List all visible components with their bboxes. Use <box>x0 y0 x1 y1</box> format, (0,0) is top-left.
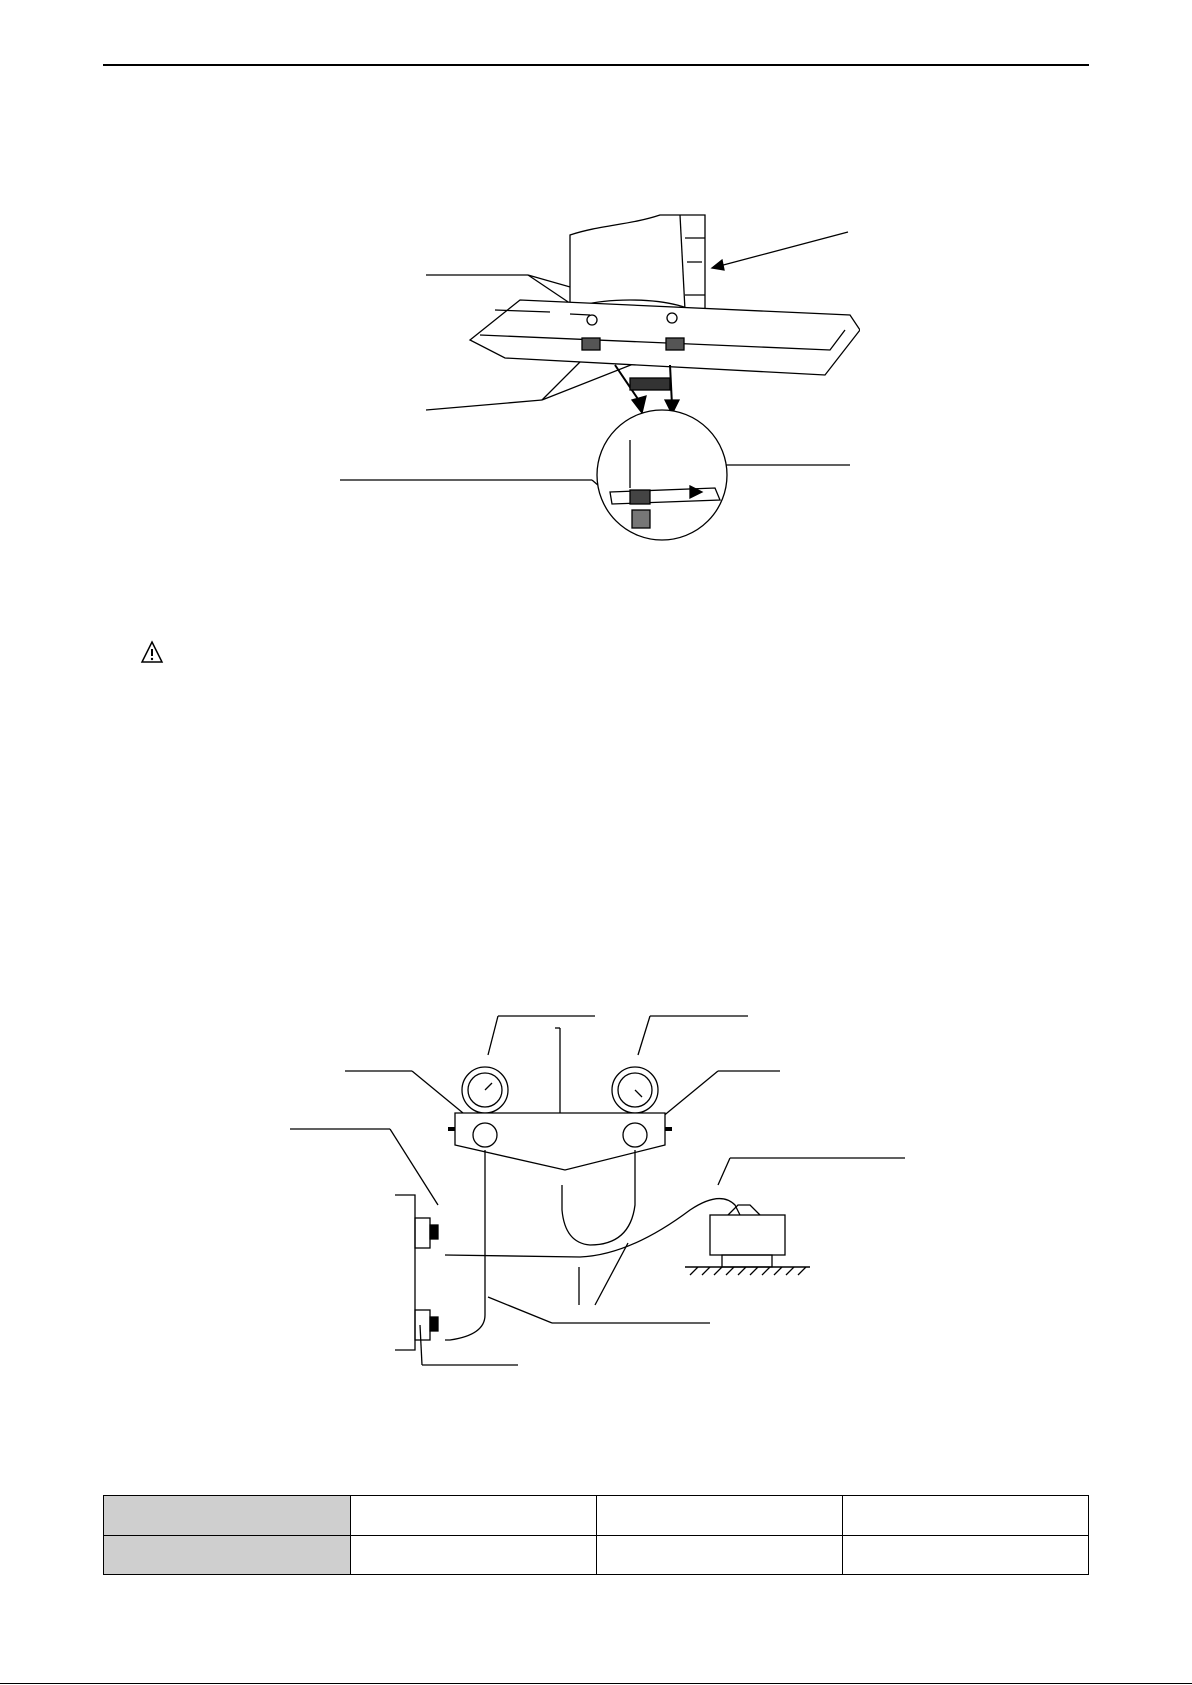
callout-line-compressor <box>712 232 848 268</box>
arrowhead <box>712 260 724 270</box>
warning-triangle-icon <box>140 640 164 664</box>
leader-gas-valve <box>390 1129 438 1205</box>
compressor-mount-figure <box>330 200 860 560</box>
low-hose <box>445 1150 485 1340</box>
ground-hatch <box>690 1267 806 1275</box>
vacuum-pump-body <box>710 1215 785 1255</box>
leader-vacuum-pump <box>718 1158 730 1185</box>
header-rule <box>103 64 1089 66</box>
high-side-valve <box>623 1123 647 1147</box>
table-cell <box>843 1535 1089 1575</box>
table-cell <box>351 1535 597 1575</box>
table-cell <box>597 1496 843 1536</box>
leader-liquid-valve <box>420 1325 422 1365</box>
detail-nut <box>630 490 650 504</box>
low-side-valve <box>473 1123 497 1147</box>
grommet-right <box>666 338 684 350</box>
table-cell <box>597 1535 843 1575</box>
detail-grommet <box>632 510 650 528</box>
spec-table <box>103 1495 1089 1575</box>
gauge-manifold-figure <box>270 1005 910 1390</box>
table-cell <box>843 1496 1089 1536</box>
grommet-left <box>582 338 600 350</box>
unit-panel <box>395 1195 415 1350</box>
callout-line-grommet <box>426 400 542 410</box>
leader-low-gauge <box>488 1016 498 1055</box>
liquid-valve-cap <box>430 1317 438 1331</box>
leader-high-gauge <box>638 1016 650 1055</box>
vacuum-pump-handle <box>728 1205 760 1215</box>
table-cell <box>351 1496 597 1536</box>
table-row <box>104 1535 1089 1575</box>
footer-rule <box>0 1683 1192 1684</box>
high-gauge-needle <box>635 1090 642 1097</box>
gas-valve-cap <box>430 1225 438 1239</box>
table-row <box>104 1496 1089 1536</box>
table-header-cell <box>104 1496 351 1536</box>
arrowhead <box>632 396 646 413</box>
liquid-service-valve <box>415 1310 430 1340</box>
vacuum-pump-base <box>722 1255 772 1267</box>
foot-pad <box>630 378 670 390</box>
high-hose <box>445 1199 740 1257</box>
leader-low-hose <box>488 1297 552 1323</box>
table-header-cell <box>104 1535 351 1575</box>
low-gauge-needle <box>485 1083 492 1090</box>
detail-circle <box>597 410 727 540</box>
gas-service-valve <box>415 1218 430 1248</box>
